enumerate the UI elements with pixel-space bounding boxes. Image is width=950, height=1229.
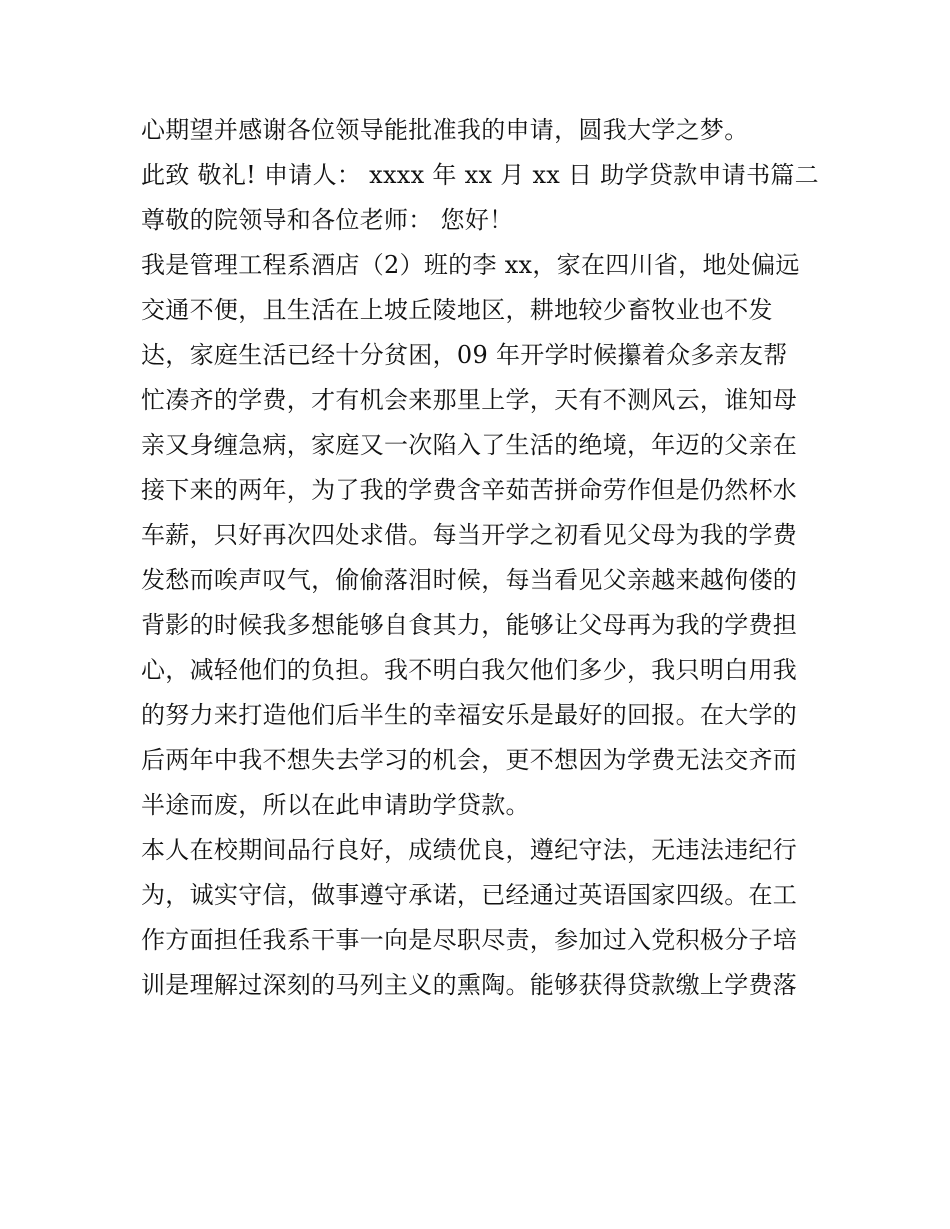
- text-line: 忙凑齐的学费，才有机会来那里上学，天有不测风云，谁知母: [141, 386, 798, 414]
- text-line: 本人在校期间品行良好，成绩优良，遵纪守法，无违法违纪行: [141, 836, 798, 864]
- text-line: 亲又身缠急病，家庭又一次陷入了生活的绝境，年迈的父亲在: [141, 431, 798, 459]
- text-line: 心，减轻他们的负担。我不明白我欠他们多少，我只明白用我: [141, 656, 798, 684]
- text-line: 心期望并感谢各位领导能批准我的申请，圆我大学之梦。: [141, 116, 749, 144]
- text-line: 达，家庭生活已经十分贫困，09 年开学时候攥着众多亲友帮: [141, 341, 788, 369]
- text-line: 发愁而唉声叹气，偷偷落泪时候，每当看见父亲越来越佝偻的: [141, 566, 798, 594]
- text-line: 接下来的两年，为了我的学费含辛茹苦拼命劳作但是仍然杯水: [141, 476, 798, 504]
- text-line: 作方面担任我系干事一向是尽职尽责，参加过入党积极分子培: [141, 926, 798, 954]
- body-text: [141, 108, 821, 1008]
- text-line: 训是理解过深刻的马列主义的熏陶。能够获得贷款缴上学费落: [141, 971, 798, 999]
- text-line: 交通不便，且生活在上坡丘陵地区，耕地较少畜牧业也不发: [141, 296, 773, 324]
- text-line: 为，诚实守信，做事遵守承诺，已经通过英语国家四级。在工: [141, 881, 798, 909]
- text-line: 半途而废，所以在此申请助学贷款。: [141, 791, 530, 819]
- text-line: 车薪，只好再次四处求借。每当开学之初看见父母为我的学费: [141, 521, 798, 549]
- text-line: 背影的时候我多想能够自食其力，能够让父母再为我的学费担: [141, 611, 798, 639]
- text-line: 尊敬的院领导和各位老师： 您好！: [141, 206, 514, 234]
- text-line: 的努力来打造他们后半生的幸福安乐是最好的回报。在大学的: [141, 701, 798, 729]
- text-line: 我是管理工程系酒店（2）班的李 xx，家在四川省，地处偏远: [141, 251, 800, 279]
- text-line: 后两年中我不想失去学习的机会，更不想因为学费无法交齐而: [141, 746, 798, 774]
- text-line: 此致 敬礼! 申请人： xxxx 年 xx 月 xx 日 助学贷款申请书篇二: [141, 161, 819, 189]
